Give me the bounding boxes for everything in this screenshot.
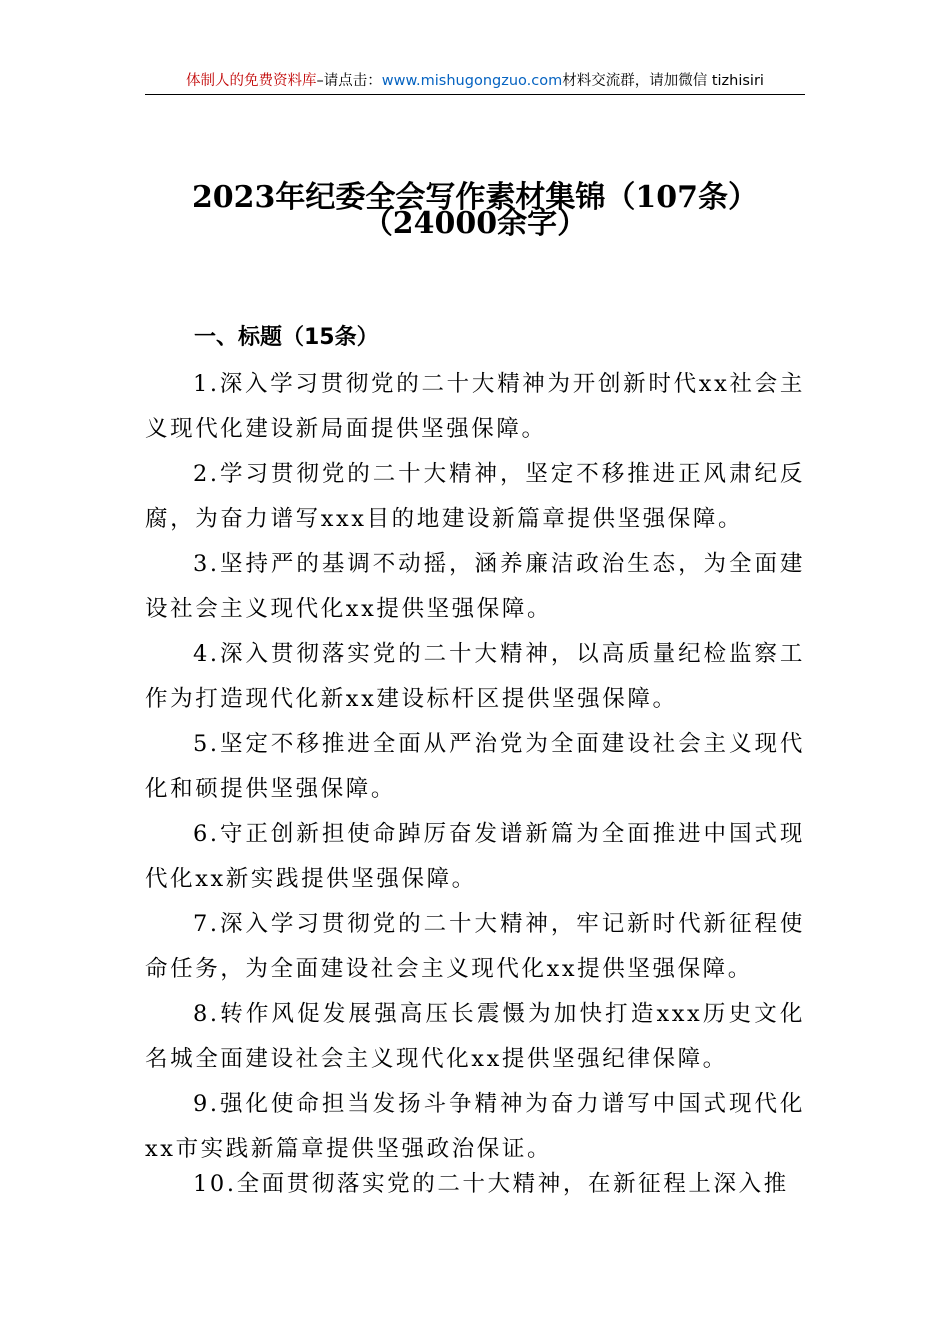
header-brand: 体制人的免费资料库 — [186, 73, 317, 89]
list-item: 9.强化使命担当发扬斗争精神为奋力谱写中国式现代化xx市实践新篇章提供坚强政治保证。 — [145, 1091, 805, 1162]
list-item: 6.守正创新担使命踔厉奋发谱新篇为全面推进中国式现代化xx新实践提供坚强保障。 — [145, 821, 805, 892]
list-item: 2.学习贯彻党的二十大精神，坚定不移推进正风肃纪反腐，为奋力谱写xxx目的地建设新篇章提供坚强保障。 — [145, 461, 805, 532]
list-item: 5.坚定不移推进全面从严治党为全面建设社会主义现代化和硕提供坚强保障。 — [145, 731, 805, 802]
list-item: 4.深入贯彻落实党的二十大精神，以高质量纪检监察工作为打造现代化新xx建设标杆区提供坚强保障。 — [145, 641, 805, 712]
list-item: 1.深入学习贯彻党的二十大精神为开创新时代xx社会主义现代化建设新局面提供坚强保障。 — [145, 371, 805, 442]
list-item: 7.深入学习贯彻党的二十大精神，牢记新时代新征程使命任务，为全面建设社会主义现代化xx提供坚强保障。 — [145, 911, 805, 982]
document-title: 2023年纪委全会写作素材集锦（107条） — [191, 180, 759, 215]
header-prompt: –请点击： — [316, 73, 382, 89]
section-heading: 一、标题（15条） — [194, 325, 379, 350]
page-header — [145, 68, 805, 95]
header-link[interactable]: www.mishugongzuo.com — [381, 73, 563, 89]
list-item: 10.全面贯彻落实党的二十大精神，在新征程上深入推 — [193, 1171, 789, 1197]
list-item: 8.转作风促发展强高压长震慑为加快打造xxx历史文化名城全面建设社会主义现代化xx提供坚强纪律保障。 — [145, 1001, 805, 1072]
header-suffix: 材料交流群，请加微信 tizhisiri — [562, 73, 764, 89]
document-subtitle: （24000余字） — [362, 206, 588, 241]
list-item: 3.坚持严的基调不动摇，涵养廉洁政治生态，为全面建设社会主义现代化xx提供坚强保障。 — [145, 551, 805, 622]
